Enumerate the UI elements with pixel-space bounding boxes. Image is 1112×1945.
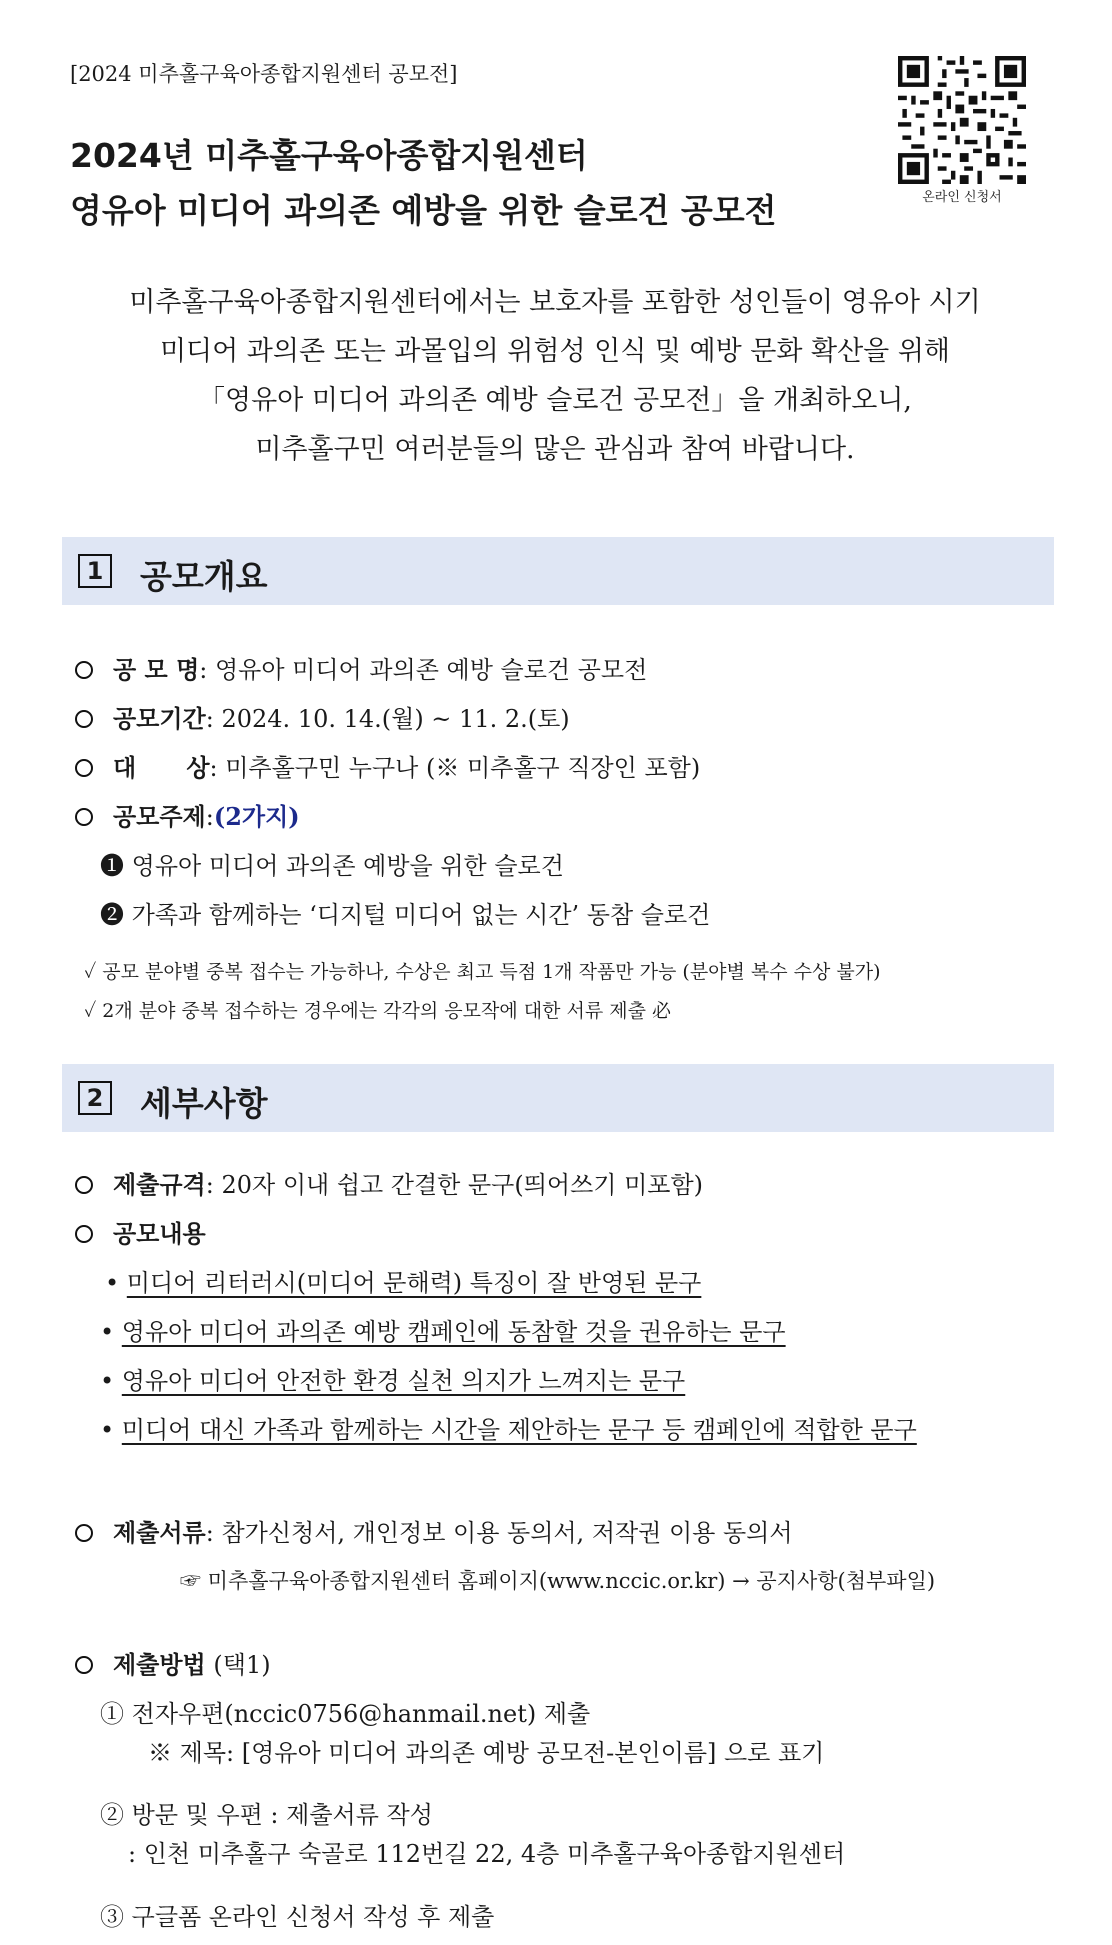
content-item-1: • 미디어 리터러시(미디어 문해력) 특징이 잘 반영된 문구 bbox=[105, 1269, 702, 1297]
qr-label: 온라인 신청서 bbox=[922, 190, 1002, 205]
content-item-3: • 영유아 미디어 안전한 환경 실천 의지가 느껴지는 문구 bbox=[100, 1367, 686, 1395]
content-item-2: • 영유아 미디어 과의존 예방 캠페인에 동참할 것을 권유하는 문구 bbox=[100, 1318, 786, 1346]
circle-bullet-icon bbox=[75, 661, 93, 679]
method-2-line1: ② 방문 및 우편 : 제출서류 작성 bbox=[100, 1801, 433, 1829]
page-title-line2: 영유아 미디어 과의존 예방을 위한 슬로건 공모전 bbox=[70, 191, 777, 230]
detail-method: 제출방법 (택1) bbox=[75, 1645, 271, 1680]
detail-docs: 제출서류: 참가신청서, 개인정보 이용 동의서, 저작권 이용 동의서 bbox=[75, 1513, 793, 1548]
topic-2: ❷ 가족과 함께하는 ‘디지털 미디어 없는 시간’ 동참 슬로건 bbox=[100, 901, 711, 929]
overview-item-name: 공 모 명: 영유아 미디어 과의존 예방 슬로건 공모전 bbox=[75, 650, 647, 685]
method-2-line2: : 인천 미추홀구 숙골로 112번길 22, 4층 미추홀구육아종합지원센터 bbox=[128, 1840, 846, 1868]
detail-rule: 제출규격: 20자 이내 쉽고 간결한 문구(띄어쓰기 미포함) bbox=[75, 1165, 703, 1200]
overview-item-topic: 공모주제:(2가지) bbox=[75, 797, 300, 832]
circle-bullet-icon bbox=[75, 1656, 93, 1674]
section-number-2: 2 bbox=[78, 1081, 112, 1115]
contest-tag: [2024 미추홀구육아종합지원센터 공모전] bbox=[70, 62, 458, 86]
section-number-1: 1 bbox=[78, 554, 112, 588]
content-item-4: • 미디어 대신 가족과 함께하는 시간을 제안하는 문구 등 캠페인에 적합한 문구 bbox=[100, 1416, 917, 1444]
method-1-line2: ※ 제목: [영유아 미디어 과의존 예방 공모전-본인이름] 으로 표기 bbox=[148, 1739, 825, 1767]
circle-bullet-icon bbox=[75, 1176, 93, 1194]
section-title-overview: 공모개요 bbox=[140, 557, 268, 596]
number-2-icon: ❷ bbox=[100, 901, 124, 929]
circle-bullet-icon bbox=[75, 759, 93, 777]
section-title-details: 세부사항 bbox=[140, 1084, 268, 1123]
circle-bullet-icon bbox=[75, 1524, 93, 1542]
qr-code-icon[interactable] bbox=[898, 56, 1026, 184]
intro-line-1: 미추홀구육아종합지원센터에서는 보호자를 포함한 성인들이 영유아 시기 bbox=[129, 287, 981, 318]
intro-line-3: 「영유아 미디어 과의존 예방 슬로건 공모전」을 개최하오니, bbox=[198, 385, 912, 416]
overview-item-period: 공모기간: 2024. 10. 14.(월) ~ 11. 2.(토) bbox=[75, 699, 570, 734]
topic-1: ❶ 영유아 미디어 과의존 예방을 위한 슬로건 bbox=[100, 852, 564, 880]
circle-bullet-icon bbox=[75, 1225, 93, 1243]
note-2: ✓ 2개 분야 중복 접수하는 경우에는 각각의 응모작에 대한 서류 제출 必 bbox=[84, 1000, 671, 1022]
page-title-line1: 2024년 미추홀구육아종합지원센터 bbox=[70, 136, 588, 175]
intro-line-4: 미추홀구민 여러분들의 많은 관심과 참여 바랍니다. bbox=[255, 434, 855, 465]
circle-bullet-icon bbox=[75, 710, 93, 728]
docs-note: ☞ 미추홀구육아종합지원센터 홈페이지(www.nccic.or.kr) → 공지사항(첨부파일) bbox=[180, 1569, 936, 1593]
detail-content-label: 공모내용 bbox=[75, 1214, 206, 1249]
circle-bullet-icon bbox=[75, 808, 93, 826]
method-1-line1: ① 전자우편(nccic0756@hanmail.net) 제출 bbox=[100, 1700, 591, 1728]
method-3-line1: ③ 구글폼 온라인 신청서 작성 후 제출 bbox=[100, 1903, 495, 1931]
intro-line-2: 미디어 과의존 또는 과몰입의 위험성 인식 및 예방 문화 확산을 위해 bbox=[159, 336, 951, 367]
note-1: ✓ 공모 분야별 중복 접수는 가능하나, 수상은 최고 득점 1개 작품만 가능 (분야별 복수 수상 불가) bbox=[84, 961, 881, 983]
number-1-icon: ❶ bbox=[100, 852, 124, 880]
overview-item-target: 대 상: 미추홀구민 누구나 (※ 미추홀구 직장인 포함) bbox=[75, 748, 700, 783]
